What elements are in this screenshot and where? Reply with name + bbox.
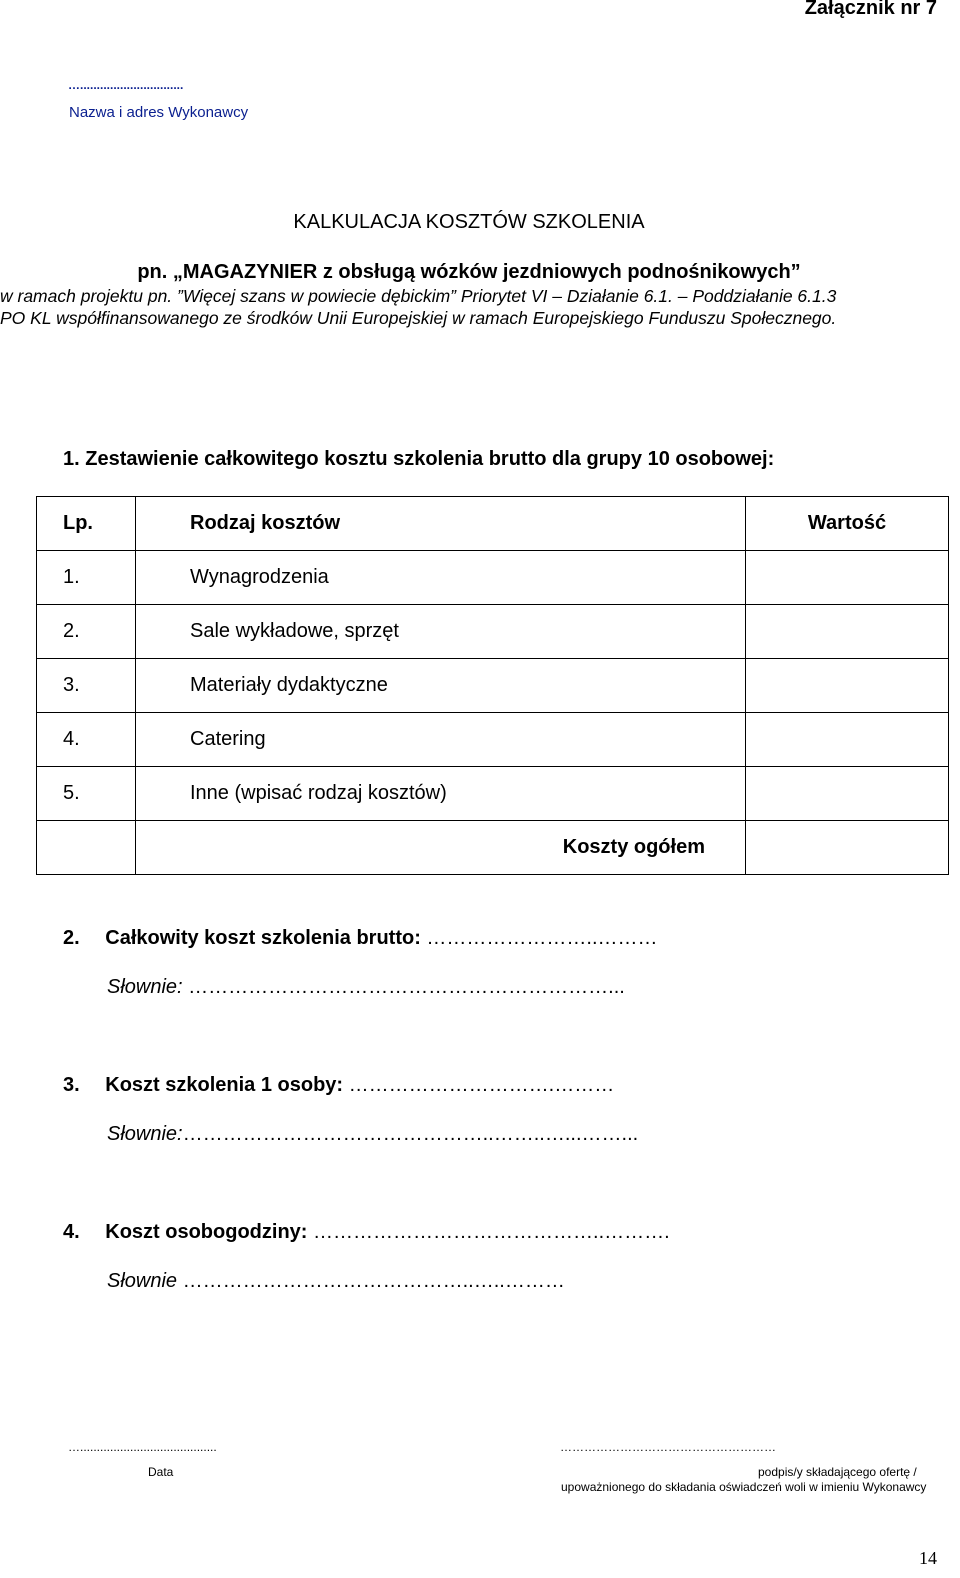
row-lp: 5. xyxy=(37,767,136,821)
attachment-label: Załącznik nr 7 xyxy=(804,0,937,19)
row-lp: 3. xyxy=(37,659,136,713)
table-row xyxy=(37,605,949,659)
section-2-words-label: Słownie: xyxy=(107,976,183,998)
signature-dots[interactable]: ……………………………………………… xyxy=(560,1440,776,1454)
header-value: Wartość xyxy=(746,497,949,551)
total-label: Koszty ogółem xyxy=(136,821,746,875)
row-lp: 2. xyxy=(37,605,136,659)
header-lp: Lp. xyxy=(37,497,136,551)
row-value-cell[interactable] xyxy=(746,605,949,659)
section-3-dots[interactable]: ………………………….……… xyxy=(343,1074,615,1096)
section-4-number: 4. xyxy=(63,1221,80,1243)
section-4-words-label: Słownie xyxy=(107,1270,178,1292)
signature-label-1: podpis/y składającego ofertę / xyxy=(758,1465,917,1479)
row-lp: 4. xyxy=(37,713,136,767)
row-cost-type: Materiały dydaktyczne xyxy=(136,659,746,713)
page-title: KALKULACJA KOSZTÓW SZKOLENIA xyxy=(293,211,645,233)
section-2-number: 2. xyxy=(63,927,80,949)
costs-table xyxy=(36,496,949,875)
date-label: Data xyxy=(148,1465,174,1479)
section-3-label: Koszt szkolenia 1 osoby: xyxy=(105,1074,344,1096)
row-cost-type-text: Inne (wpisać rodzaj kosztów) xyxy=(190,782,447,804)
section-2-words xyxy=(107,976,625,999)
row-lp: 1. xyxy=(37,551,136,605)
row-cost-type: Catering xyxy=(136,713,746,767)
total-value-cell[interactable] xyxy=(746,821,949,875)
table-row xyxy=(37,659,949,713)
section-4-words xyxy=(107,1270,565,1293)
row-value-cell[interactable] xyxy=(746,659,949,713)
section-4 xyxy=(63,1221,670,1244)
row-value-cell[interactable] xyxy=(746,767,949,821)
contractor-label: Nazwa i adres Wykonawcy xyxy=(69,104,249,121)
header-cost-type: Rodzaj kosztów xyxy=(136,497,746,551)
row-cost-type: Sale wykładowe, sprzęt xyxy=(136,605,746,659)
row-cost-type xyxy=(136,767,746,821)
project-line-2: PO KL współfinansowanego ze środków Unii Europejskiej w ramach Europejskiego Funduszu Społecznego. xyxy=(0,308,837,328)
section-4-dots[interactable]: ……………………………………..………. xyxy=(307,1221,670,1243)
section-2-label: Całkowity koszt szkolenia brutto: xyxy=(105,927,421,949)
table-header-row xyxy=(37,497,949,551)
project-line-1: w ramach projektu pn. ”Więcej szans w powiecie dębickim” Priorytet VI – Działanie 6.1. – Poddziałanie 6.1.3 xyxy=(0,286,837,306)
page-number: 14 xyxy=(919,1548,937,1568)
section-2 xyxy=(63,927,658,950)
row-value-cell[interactable] xyxy=(746,551,949,605)
row-cost-type: Wynagrodzenia xyxy=(136,551,746,605)
section-3-words xyxy=(107,1123,638,1146)
contractor-dots: …............................... xyxy=(68,78,184,92)
section-2-dots[interactable]: ……………………..……… xyxy=(420,927,658,949)
section-3-words-label: Słownie: xyxy=(107,1123,183,1145)
section-4-words-dots[interactable]: ……………………………………..…..……… xyxy=(177,1270,565,1292)
table-total-row xyxy=(37,821,949,875)
section-1-heading: 1. Zestawienie całkowitego kosztu szkolenia brutto dla grupy 10 osobowej: xyxy=(63,448,775,470)
row-value-cell[interactable] xyxy=(746,713,949,767)
table-row xyxy=(37,551,949,605)
section-3-words-dots[interactable]: ………………………………………..……..…...……... xyxy=(182,1123,639,1145)
date-dots[interactable]: …......................................... xyxy=(68,1440,217,1454)
total-lp-cell xyxy=(37,821,136,875)
table-row xyxy=(37,713,949,767)
section-4-label: Koszt osobogodziny: xyxy=(105,1221,308,1243)
section-3 xyxy=(63,1074,614,1097)
section-3-number: 3. xyxy=(63,1074,80,1096)
table-row xyxy=(37,767,949,821)
section-2-words-dots[interactable]: ………………………………………………………... xyxy=(182,976,625,998)
training-name: pn. „MAGAZYNIER z obsługą wózków jezdniowych podnośnikowych” xyxy=(137,261,801,283)
signature-label-2: upoważnionego do składania oświadczeń woli w imieniu Wykonawcy xyxy=(561,1480,927,1494)
